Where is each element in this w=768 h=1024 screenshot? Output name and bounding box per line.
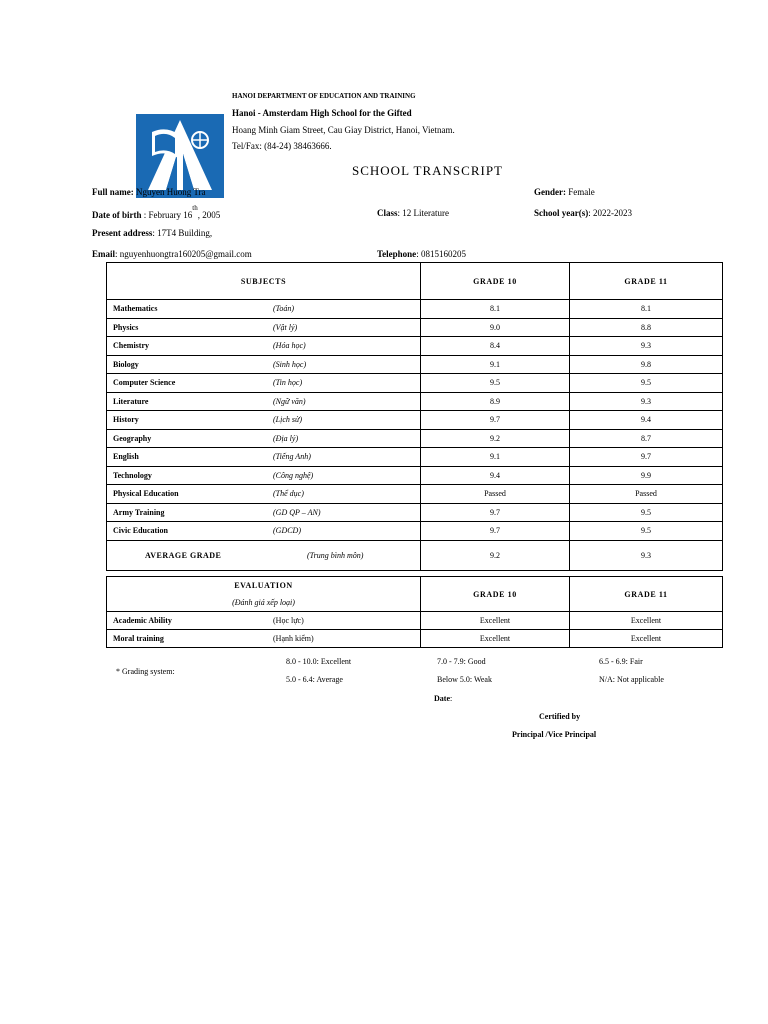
eval-grade11-value: Excellent bbox=[570, 630, 723, 648]
eval-grade10-header: GRADE 10 bbox=[421, 577, 570, 612]
grades-header-row bbox=[107, 263, 723, 300]
subject-viet: (Toán) bbox=[273, 304, 295, 314]
certified-by: Certified by bbox=[539, 712, 581, 721]
subject-name: Chemistry bbox=[113, 341, 149, 351]
table-row bbox=[107, 429, 723, 448]
subject-name: Army Training bbox=[113, 507, 165, 517]
school-address: Hoang Minh Giam Street, Cau Giay District, Hanoi, Vietnam. bbox=[232, 125, 455, 135]
grade11-value: 8.8 bbox=[570, 318, 723, 337]
grades-table bbox=[106, 262, 723, 571]
email-label: Email bbox=[92, 249, 116, 259]
department-name: HANOI DEPARTMENT OF EDUCATION AND TRAINING bbox=[232, 92, 416, 100]
phone-row bbox=[377, 249, 466, 259]
table-row bbox=[107, 466, 723, 485]
subject-name: Literature bbox=[113, 396, 149, 406]
eval-grade11-value: Excellent bbox=[570, 612, 723, 630]
table-row bbox=[107, 411, 723, 430]
subject-viet: (Sinh học) bbox=[273, 359, 307, 369]
table-row bbox=[107, 355, 723, 374]
grade11-value: 9.5 bbox=[570, 503, 723, 522]
dob-sup: th bbox=[192, 204, 198, 212]
grade11-value: Passed bbox=[570, 485, 723, 504]
dob-post: , 2005 bbox=[197, 210, 221, 220]
table-row bbox=[107, 337, 723, 356]
eval-grade10-value: Excellent bbox=[421, 630, 570, 648]
grade10-value: 9.4 bbox=[421, 466, 570, 485]
evaluation-label: Academic Ability bbox=[113, 616, 172, 625]
grade11-value: 8.1 bbox=[570, 300, 723, 319]
subject-viet: (Tin học) bbox=[273, 378, 303, 388]
grade10-value: 9.7 bbox=[421, 411, 570, 430]
grade10-value: 9.5 bbox=[421, 374, 570, 393]
subject-viet: (Hóa học) bbox=[273, 341, 306, 351]
grade10-value: 9.1 bbox=[421, 355, 570, 374]
grade11-value: 9.3 bbox=[570, 337, 723, 356]
email-value: : nguyenhuongtra160205@gmail.com bbox=[115, 249, 252, 259]
evaluation-header: EVALUATION bbox=[234, 581, 293, 590]
grade10-value: 9.0 bbox=[421, 318, 570, 337]
subject-viet: (Lịch sử) bbox=[273, 415, 303, 425]
grade10-value: 9.1 bbox=[421, 448, 570, 467]
subject-viet: (GDCD) bbox=[273, 526, 301, 536]
grading-item-excellent: 8.0 - 10.0: Excellent bbox=[286, 657, 352, 666]
average-label: AVERAGE GRADE bbox=[145, 550, 222, 560]
evaluation-header-viet: (Đánh giá xếp loại) bbox=[232, 598, 295, 607]
table-row bbox=[107, 300, 723, 319]
grading-item-good: 7.0 - 7.9: Good bbox=[437, 657, 486, 666]
grading-system-label: * Grading system: bbox=[116, 667, 175, 676]
grade11-value: 9.7 bbox=[570, 448, 723, 467]
principal-signature-label: Principal /Vice Principal bbox=[512, 730, 597, 739]
table-row bbox=[107, 392, 723, 411]
school-telfax: Tel/Fax: (84-24) 38463666. bbox=[232, 141, 332, 151]
phone-value: : 0815160205 bbox=[416, 249, 466, 259]
grade10-value: 8.9 bbox=[421, 392, 570, 411]
full-name-row: Full name: Nguyen Huong Tra bbox=[92, 187, 206, 197]
evaluation-viet: (Học lực) bbox=[273, 616, 304, 625]
grade10-header: GRADE 10 bbox=[421, 263, 570, 300]
grade10-value: Passed bbox=[421, 485, 570, 504]
subject-name: History bbox=[113, 415, 139, 425]
school-name: Hanoi - Amsterdam High School for the Gifted bbox=[232, 108, 412, 118]
class-label: Class bbox=[377, 208, 398, 218]
gender-value: Female bbox=[568, 187, 595, 197]
full-name-label: Full name bbox=[92, 187, 131, 197]
dob-pre: : February 16 bbox=[143, 210, 193, 220]
gender-label: Gender bbox=[534, 187, 563, 197]
evaluation-table bbox=[106, 576, 723, 648]
subject-viet: (Ngữ văn) bbox=[273, 396, 306, 406]
gender-row: Gender: Female bbox=[534, 187, 595, 197]
subject-name: Technology bbox=[113, 470, 152, 480]
grade10-value: 9.7 bbox=[421, 522, 570, 541]
average-g11: 9.3 bbox=[570, 540, 723, 570]
eval-grade11-header: GRADE 11 bbox=[570, 577, 723, 612]
email-row bbox=[92, 249, 252, 259]
school-logo bbox=[136, 114, 224, 198]
subjects-header: SUBJECTS bbox=[107, 263, 421, 300]
grade11-value: 8.7 bbox=[570, 429, 723, 448]
dob-row bbox=[92, 204, 221, 220]
evaluation-header-row bbox=[107, 577, 723, 612]
dob-label: Date of birth bbox=[92, 210, 142, 220]
grade11-value: 9.4 bbox=[570, 411, 723, 430]
eval-grade10-value: Excellent bbox=[421, 612, 570, 630]
grade10-value: 8.1 bbox=[421, 300, 570, 319]
address-row bbox=[92, 228, 212, 238]
table-row bbox=[107, 522, 723, 541]
subject-viet: (Thể dục) bbox=[273, 489, 304, 499]
subject-name: Biology bbox=[113, 359, 139, 369]
subject-viet: (GD QP – AN) bbox=[273, 507, 321, 517]
year-row bbox=[534, 208, 632, 218]
subject-viet: (Công nghệ) bbox=[273, 470, 314, 480]
subject-viet: (Vật lý) bbox=[273, 322, 298, 332]
table-row bbox=[107, 503, 723, 522]
subject-viet: (Tiếng Anh) bbox=[273, 452, 311, 462]
subject-name: Geography bbox=[113, 433, 152, 443]
address-value: : 17T4 Building, bbox=[152, 228, 213, 238]
class-value: : 12 Literature bbox=[397, 208, 449, 218]
grade11-value: 9.9 bbox=[570, 466, 723, 485]
table-row bbox=[107, 612, 723, 630]
grading-item-weak: Below 5.0: Weak bbox=[437, 675, 492, 684]
date-row: Date: bbox=[434, 694, 453, 703]
grading-item-fair: 6.5 - 6.9: Fair bbox=[599, 657, 643, 666]
year-value: : 2022-2023 bbox=[588, 208, 632, 218]
date-label: Date bbox=[434, 694, 450, 703]
table-row bbox=[107, 448, 723, 467]
table-row bbox=[107, 374, 723, 393]
grading-item-average: 5.0 - 6.4: Average bbox=[286, 675, 343, 684]
grade10-value: 9.2 bbox=[421, 429, 570, 448]
table-row bbox=[107, 485, 723, 504]
grade11-value: 9.3 bbox=[570, 392, 723, 411]
table-row bbox=[107, 630, 723, 648]
table-row bbox=[107, 318, 723, 337]
subject-name: Physics bbox=[113, 322, 139, 332]
page-title: SCHOOL TRANSCRIPT bbox=[352, 163, 503, 178]
phone-label: Telephone bbox=[377, 249, 417, 259]
grade11-header: GRADE 11 bbox=[570, 263, 723, 300]
subject-name: Physical Education bbox=[113, 489, 179, 499]
evaluation-viet: (Hạnh kiểm) bbox=[273, 634, 314, 643]
subject-name: Mathematics bbox=[113, 304, 158, 314]
grading-item-na: N/A: Not applicable bbox=[599, 675, 664, 684]
average-row bbox=[107, 540, 723, 570]
grade10-value: 8.4 bbox=[421, 337, 570, 356]
evaluation-label: Moral training bbox=[113, 634, 164, 643]
subject-name: Civic Education bbox=[113, 526, 168, 536]
grade10-value: 9.7 bbox=[421, 503, 570, 522]
average-viet: (Trung bình môn) bbox=[307, 550, 364, 560]
grade11-value: 9.5 bbox=[570, 522, 723, 541]
address-label: Present address bbox=[92, 228, 153, 238]
grade11-value: 9.8 bbox=[570, 355, 723, 374]
average-g10: 9.2 bbox=[421, 540, 570, 570]
class-row bbox=[377, 208, 449, 218]
year-label: School year(s) bbox=[534, 208, 589, 218]
subject-name: English bbox=[113, 452, 139, 462]
full-name-value: Nguyen Huong Tra bbox=[136, 187, 206, 197]
grade11-value: 9.5 bbox=[570, 374, 723, 393]
subject-name: Computer Science bbox=[113, 378, 176, 388]
subject-viet: (Địa lý) bbox=[273, 433, 299, 443]
